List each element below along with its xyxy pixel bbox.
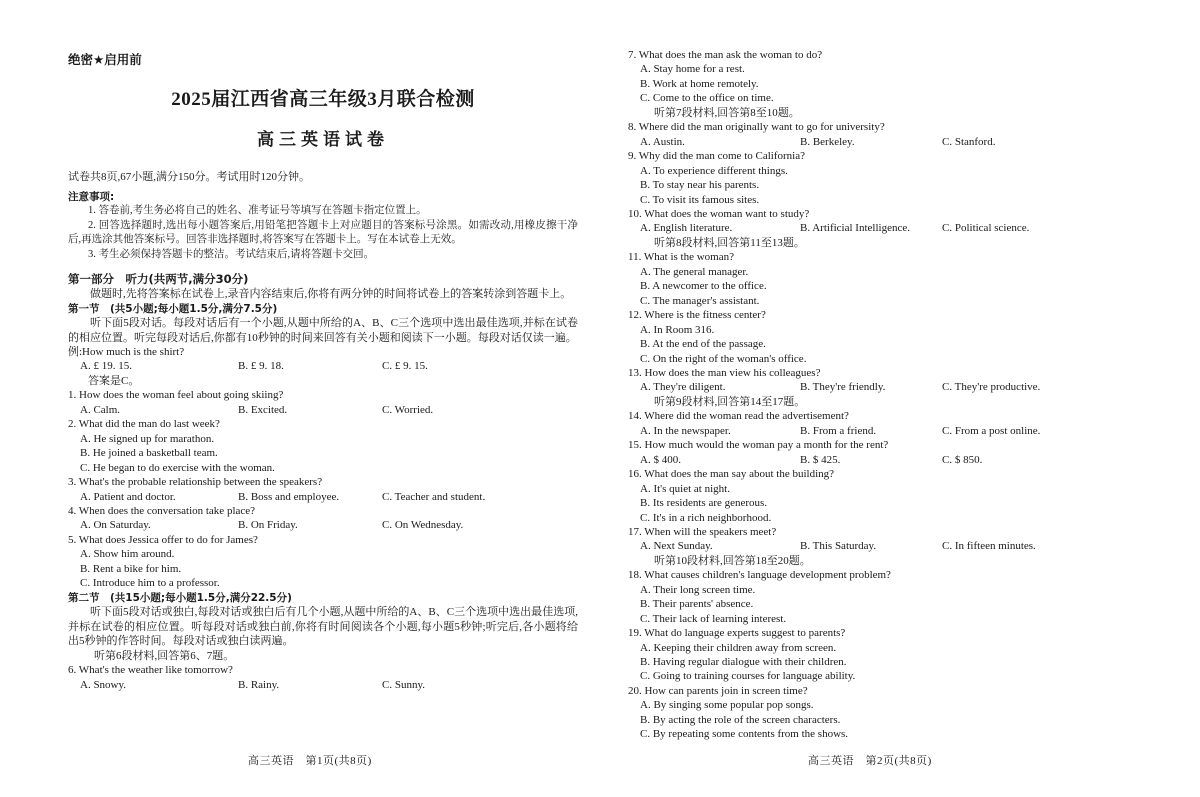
- option-a: A. £ 19. 15.: [80, 360, 132, 373]
- option-a: A. Austin.: [640, 135, 685, 148]
- option-c: C. The manager's assistant.: [640, 294, 760, 307]
- example-options: [68, 359, 578, 373]
- material-instruction: 听第8段材料,回答第11至13题。: [654, 236, 805, 249]
- option-c: C. By repeating some contents from the shows.: [640, 728, 849, 741]
- example-question: 例:How much is the shirt?: [68, 346, 185, 358]
- question-13-options: [628, 380, 1148, 394]
- option-b: B. Rainy.: [238, 678, 280, 691]
- option-b: B. $ 425.: [800, 453, 841, 466]
- note-item: 2. 回答选择题时,选出每小题答案后,用铅笔把答题卡上对应题目的答案标号涂黑。如需改动,用橡皮擦干净后,再选涂其他答案标号。回答非选择题时,将答案写在答题卡上。写在本试卷上无效。: [68, 219, 578, 245]
- option-a: A. Patient and doctor.: [80, 490, 176, 503]
- question-3: 3. What's the probable relationship between the speakers?: [68, 476, 323, 489]
- option-b: B. A newcomer to the office.: [640, 280, 767, 293]
- option-a: A. They're diligent.: [640, 381, 726, 394]
- question-14-options: [628, 424, 1148, 438]
- option-a: A. Calm.: [80, 403, 121, 416]
- question-7: 7. What does the man ask the woman to do?: [628, 49, 823, 61]
- question-19: 19. What do language experts suggest to parents?: [628, 627, 846, 640]
- subject-title: 高三英语试卷: [257, 130, 389, 150]
- option-c: C. To visit its famous sites.: [640, 193, 760, 206]
- option-a: A. In Room 316.: [640, 323, 715, 336]
- question-20: 20. How can parents join in screen time?: [628, 684, 808, 697]
- question-10-options: [628, 221, 1148, 235]
- option-a: A. He signed up for marathon.: [80, 432, 215, 445]
- option-b: B. From a friend.: [800, 424, 877, 437]
- question-1: 1. How does the woman feel about going skiing?: [68, 389, 284, 402]
- material-instruction: 听第7段材料,回答第8至10题。: [654, 106, 800, 119]
- option-a: A. Snowy.: [80, 678, 127, 691]
- part1-title: 第一部分 听力(共两节,满分30分): [68, 272, 249, 286]
- question-17-options: [628, 539, 1148, 553]
- section1-intro: 听下面5段对话。每段对话后有一个小题,从题中所给的A、B、C三个选项中选出最佳选项,并标在试卷的相应位置。听完每段对话后,你都有10秒钟的时间来回答有关小题和阅读下一小题。每段对话仅读一遍。: [68, 317, 578, 344]
- option-c: C. Teacher and student.: [382, 490, 486, 503]
- exam-intro: 试卷共8页,67小题,满分150分。考试用时120分钟。: [68, 171, 310, 183]
- exam-title: 2025届江西省高三年级3月联合检测: [171, 89, 475, 110]
- option-b: B. Berkeley.: [800, 135, 855, 148]
- option-c: C. Stanford.: [942, 135, 996, 148]
- option-a: A. Keeping their children away from screen.: [640, 641, 837, 654]
- question-18: 18. What causes children's language development problem?: [628, 569, 891, 582]
- question-15-options: [628, 453, 1148, 467]
- option-a: A. The general manager.: [640, 265, 749, 278]
- option-a: A. Their long screen time.: [640, 583, 756, 596]
- option-c: C. From a post online.: [942, 424, 1041, 437]
- part1-intro: 做题时,先将答案标在试卷上,录音内容结束后,你将有两分钟的时间将试卷上的答案转涂到答题卡上。: [90, 288, 572, 300]
- option-b: B. This Saturday.: [800, 540, 877, 553]
- page-2: [628, 48, 1148, 768]
- example-answer: 答案是C。: [88, 374, 140, 387]
- question-1-options: [68, 403, 578, 417]
- question-6-options: [68, 678, 578, 692]
- option-b: B. Boss and employee.: [238, 490, 340, 503]
- option-c: C. It's in a rich neighborhood.: [640, 511, 772, 524]
- option-b: B. Artificial Intelligence.: [800, 222, 910, 235]
- question-17: 17. When will the speakers meet?: [628, 525, 777, 538]
- secret-label: 绝密★启用前: [68, 52, 142, 67]
- question-4: 4. When does the conversation take place?: [68, 504, 256, 517]
- question-11: 11. What is the woman?: [628, 251, 735, 264]
- question-8: 8. Where did the man originally want to go for university?: [628, 121, 885, 134]
- material-instruction: 听第10段材料,回答第18至20题。: [654, 554, 811, 567]
- option-b: B. By acting the role of the screen characters.: [640, 713, 841, 726]
- option-a: A. By singing some popular pop songs.: [640, 699, 814, 712]
- option-b: B. To stay near his parents.: [640, 179, 760, 192]
- question-4-options: [68, 518, 578, 532]
- question-5: 5. What does Jessica offer to do for James?: [68, 533, 258, 546]
- question-9: 9. Why did the man come to California?: [628, 150, 805, 163]
- option-c: C. £ 9. 15.: [382, 360, 428, 373]
- option-a: A. To experience different things.: [640, 164, 788, 177]
- option-a: A. In the newspaper.: [640, 424, 731, 437]
- option-b: B. Having regular dialogue with their children.: [640, 656, 847, 669]
- note-item: 3. 考生必须保持答题卡的整洁。考试结束后,请将答题卡交回。: [88, 248, 375, 260]
- option-c: C. $ 850.: [942, 453, 983, 466]
- option-c: C. Come to the office on time.: [640, 92, 774, 105]
- page-footer: 高三英语 第1页(共8页): [248, 755, 372, 767]
- option-c: C. Sunny.: [382, 678, 425, 691]
- material-instruction: 听第9段材料,回答第14至17题。: [654, 395, 806, 408]
- option-a: A. Stay home for a rest.: [640, 63, 745, 76]
- question-6: 6. What's the weather like tomorrow?: [68, 664, 233, 677]
- page-footer: 高三英语 第2页(共8页): [808, 755, 932, 767]
- question-15: 15. How much would the woman pay a month for the rent?: [628, 439, 889, 452]
- option-b: B. £ 9. 18.: [238, 360, 284, 373]
- material-instruction: 听第6段材料,回答第6、7题。: [94, 649, 235, 662]
- option-a: A. It's quiet at night.: [640, 482, 730, 495]
- option-c: C. Going to training courses for language ability.: [640, 670, 856, 683]
- section2-title: 第二节 (共15小题;每小题1.5分,满分22.5分): [68, 591, 292, 604]
- question-2: 2. What did the man do last week?: [68, 418, 220, 431]
- option-b: B. At the end of the passage.: [640, 338, 766, 351]
- option-b: B. Work at home remotely.: [640, 77, 759, 90]
- option-b: B. On Friday.: [238, 519, 298, 532]
- option-c: C. Their lack of learning interest.: [640, 612, 787, 625]
- option-c: C. He began to do exercise with the woman.: [80, 461, 275, 474]
- option-a: A. $ 400.: [640, 453, 681, 466]
- option-b: B. Its residents are generous.: [640, 497, 768, 510]
- option-b: B. Their parents' absence.: [640, 598, 754, 611]
- section2-intro: 听下面5段对话或独白,每段对话或独白后有几个小题,从题中所给的A、B、C三个选项中选出最佳选项,并标在试卷的相应位置。听每段对话或独白前,你将有时间阅读各个小题,每小题5秒钟;听完后,各小题将给出5秒钟的作答时间。每段对话或独白读两遍。: [68, 606, 578, 648]
- option-c: C. Political science.: [942, 222, 1030, 235]
- option-b: B. They're friendly.: [800, 381, 886, 394]
- option-c: C. On Wednesday.: [382, 519, 464, 532]
- option-c: C. They're productive.: [942, 381, 1041, 394]
- option-b: B. Excited.: [238, 403, 288, 416]
- question-12: 12. Where is the fitness center?: [628, 309, 766, 322]
- option-c: C. Introduce him to a professor.: [80, 577, 220, 590]
- option-a: A. Show him around.: [80, 548, 175, 561]
- question-16: 16. What does the man say about the building?: [628, 468, 835, 481]
- question-3-options: [68, 490, 578, 504]
- option-c: C. In fifteen minutes.: [942, 540, 1036, 553]
- question-14: 14. Where did the woman read the advertisement?: [628, 410, 849, 423]
- notes-title: 注意事项:: [68, 190, 115, 203]
- page-1: [68, 48, 578, 768]
- question-13: 13. How does the man view his colleagues?: [628, 366, 821, 379]
- question-10: 10. What does the woman want to study?: [628, 207, 810, 220]
- option-c: C. Worried.: [382, 403, 434, 416]
- option-a: A. Next Sunday.: [640, 540, 713, 553]
- section1-title: 第一节 (共5小题;每小题1.5分,满分7.5分): [68, 302, 278, 315]
- option-a: A. On Saturday.: [80, 519, 151, 532]
- question-8-options: [628, 135, 1148, 149]
- option-b: B. Rent a bike for him.: [80, 562, 182, 575]
- option-a: A. English literature.: [640, 222, 733, 235]
- note-item: 1. 答卷前,考生务必将自己的姓名、准考证号等填写在答题卡指定位置上。: [88, 205, 427, 216]
- option-c: C. On the right of the woman's office.: [640, 352, 807, 365]
- option-b: B. He joined a basketball team.: [80, 447, 218, 460]
